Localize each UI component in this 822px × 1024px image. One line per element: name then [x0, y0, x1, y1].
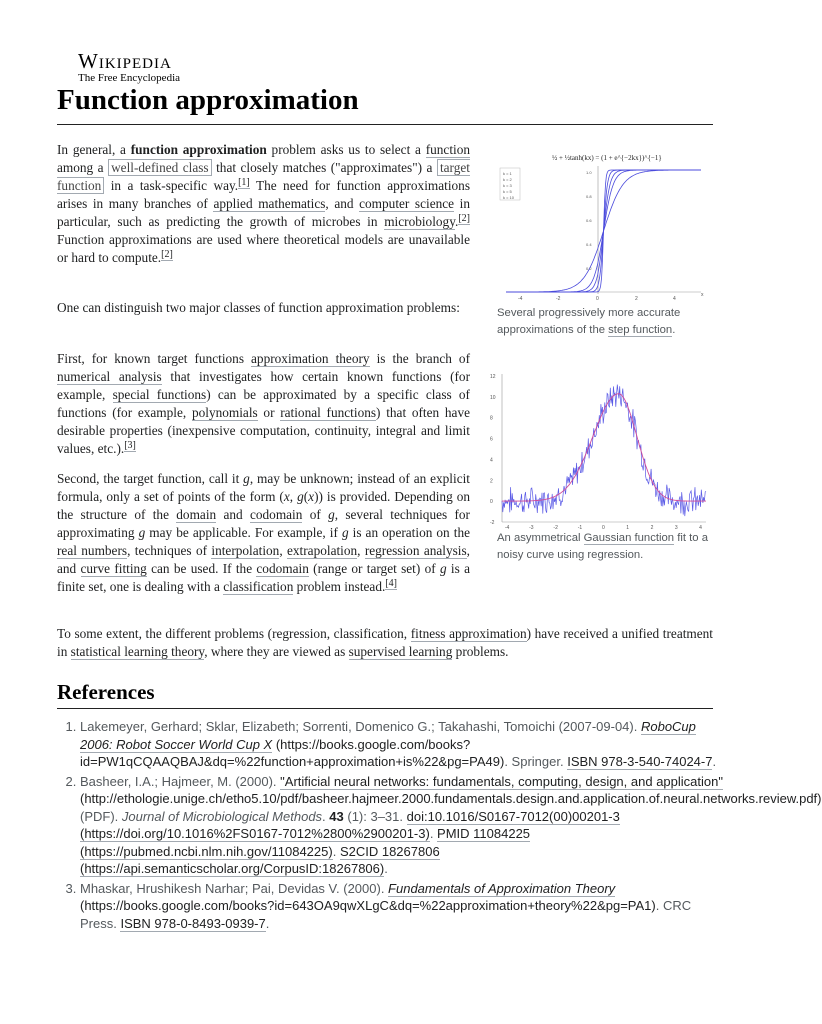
first-class-paragraph: [57, 350, 470, 458]
caption-text: fit to a noisy curve using regression.: [497, 532, 708, 561]
figure1-formula: ½ + ½tanh(kx) = (1 + e^{−2kx})^{−1}: [552, 154, 662, 162]
ref-volume: 43: [329, 808, 344, 824]
text: .: [455, 214, 459, 229]
text: The need for function approximations arises in many branches of: [57, 178, 470, 211]
x-tick: 2: [650, 525, 654, 531]
term-bold: function approximation: [130, 142, 267, 157]
text: may be applicable. For example, if: [145, 525, 342, 540]
title-divider: [57, 124, 713, 125]
caption-text: An asymmetrical: [497, 532, 584, 544]
link-codomain[interactable]: codomain: [249, 507, 303, 522]
step-function-figure[interactable]: [496, 148, 708, 302]
ref-journal: Journal of Microbiological Methods: [121, 808, 323, 824]
x-tick: 2: [635, 296, 638, 302]
link-well-defined-class[interactable]: well-defined class: [108, 159, 212, 176]
ref-publisher: . CRC Press.: [80, 898, 692, 931]
isbn-link[interactable]: ISBN: [120, 915, 151, 931]
var-g: g: [297, 489, 304, 504]
ref-punct: .: [384, 861, 388, 876]
logo-tagline: The Free Encyclopedia: [78, 72, 181, 84]
link-curve-fitting[interactable]: curve fitting: [80, 561, 147, 576]
var-x: x: [283, 489, 290, 504]
y-tick: 0.8: [586, 194, 592, 199]
text: In general, a: [57, 142, 131, 157]
text: ,: [289, 489, 298, 504]
text: Function approximations are used where theoretical models are unavailable or hard to compute.: [57, 232, 470, 265]
text: can be used. If the: [146, 561, 257, 576]
references-divider: [57, 708, 713, 709]
text: and: [216, 507, 250, 522]
text: problem asks us to select a: [266, 142, 426, 157]
ref-punct: .: [429, 826, 438, 841]
wikipedia-logo[interactable]: [78, 50, 180, 84]
figure1-y-ticks: [586, 170, 592, 271]
text: , techniques of: [127, 543, 212, 558]
text: ) have received a unified treatment in: [57, 626, 713, 659]
text: of: [302, 507, 329, 522]
text: ,: [279, 543, 287, 558]
intro-paragraph: [57, 141, 470, 267]
ref-pages: (1): 3–31.: [343, 808, 407, 824]
text: problems.: [452, 644, 509, 659]
isbn-number-link[interactable]: 978-0-8493-0939-7: [150, 915, 266, 931]
link-numerical-analysis[interactable]: numerical analysis: [57, 369, 162, 384]
gaussian-fit-figure[interactable]: [488, 370, 710, 530]
link-applied-mathematics[interactable]: applied mathematics: [213, 196, 326, 211]
y-tick: 0.4: [586, 242, 592, 247]
x-tick: 4: [699, 525, 702, 531]
link-polynomials[interactable]: polynomials: [191, 405, 258, 420]
link-function[interactable]: function: [425, 142, 471, 157]
sigmoid-curve: [506, 170, 701, 292]
ref-publisher: . Springer.: [504, 754, 568, 769]
link-rational-functions[interactable]: rational functions: [280, 405, 377, 420]
isbn-number-link[interactable]: 978-3-540-74024-7: [597, 754, 713, 769]
doi-link[interactable]: doi:10.1016/S0167-7012(00)00201-3 (https://doi.org/10.1016%2FS0167-7012%2800%2900201-3): [80, 808, 620, 841]
text: ) that often have desirable properties (inexpensive computation, continuity, integral and limit values, etc.).: [57, 405, 470, 456]
ref-title-link[interactable]: Fundamentals of Approximation Theory: [388, 880, 616, 896]
ref-punct: .: [265, 915, 270, 931]
var-g: g: [243, 471, 250, 486]
legend-item: k = 1: [503, 171, 512, 176]
citation-3[interactable]: [3]: [124, 439, 136, 451]
link-computer-science[interactable]: computer science: [359, 196, 455, 211]
y-tick: 0.2: [586, 266, 592, 271]
citation-2b[interactable]: [2]: [161, 248, 173, 260]
ref-authors: Lakemeyer, Gerhard; Sklar, Elizabeth; Sorrenti, Domenico G.; Takahashi, Tomoichi (2007-09-04).: [80, 719, 641, 734]
text: that investigates how certain known functions (for example,: [57, 369, 470, 402]
link-interpolation[interactable]: interpolation: [211, 543, 280, 558]
legend-item: k = 3: [503, 183, 512, 188]
var-g: g: [439, 561, 447, 576]
link-approximation-theory[interactable]: approximation theory: [251, 351, 370, 366]
text: , where they are viewed as: [204, 644, 349, 659]
step-function-caption: [497, 305, 712, 339]
text: To some extent, the different problems (regression, classification,: [57, 626, 411, 641]
y-tick: 4: [490, 457, 493, 464]
link-extrapolation[interactable]: extrapolation: [287, 543, 358, 558]
link-classification[interactable]: classification: [223, 579, 294, 594]
reference-item: [80, 880, 730, 933]
figure1-x-ticks: [518, 292, 704, 302]
citation-1[interactable]: [1]: [238, 176, 250, 188]
text: , and: [325, 196, 360, 211]
text: ) can be approximated by a specific class of functions (for example,: [57, 387, 470, 420]
text: is an operation on the: [348, 525, 470, 540]
y-tick: -2: [490, 520, 495, 526]
x-tick: 3: [674, 525, 678, 531]
text: problem instead.: [293, 579, 386, 594]
x-tick: 0: [602, 525, 605, 531]
link-gaussian-function[interactable]: Gaussian function: [583, 532, 675, 544]
link-microbiology[interactable]: microbiology: [384, 214, 455, 229]
link-codomain-2[interactable]: codomain: [256, 561, 309, 576]
text: Second, the target function, call it: [57, 471, 244, 486]
page-title: Function approximation: [57, 84, 359, 116]
text: , several techniques for approximating: [57, 507, 470, 540]
citation-4[interactable]: [4]: [385, 577, 397, 589]
ref-url[interactable]: (https://books.google.com/books?id=PW1qCQAAQBAJ&dq=%22function+approximation+is%22&pg=PA49): [80, 736, 505, 769]
classes-paragraph: One can distinguish two major classes of function approximation problems:: [57, 300, 460, 315]
text: First, for known target functions: [57, 351, 252, 366]
y-tick: 1.0: [586, 170, 592, 175]
legend-item: k = 10: [503, 195, 515, 200]
var-x: x: [308, 489, 315, 504]
link-fitness-approximation[interactable]: fitness approximation: [410, 626, 527, 641]
ref-punct: .: [332, 843, 340, 859]
gaussian-fit-caption: [497, 530, 712, 564]
link-regression-analysis[interactable]: regression analysis: [364, 543, 467, 558]
text: that closely matches ("approximates") a: [211, 160, 437, 175]
y-tick: 12: [490, 374, 496, 380]
var-g: g: [328, 507, 335, 522]
y-tick: 10: [490, 394, 496, 401]
link-step-function[interactable]: step function: [608, 324, 673, 336]
text: (range or target set) of: [308, 561, 440, 576]
y-tick: 2: [490, 478, 493, 485]
unified-treatment-paragraph: [57, 625, 713, 661]
text: in particular, such as predicting the growth of microbes in: [57, 196, 470, 229]
text: (: [303, 489, 309, 504]
text: , and: [57, 543, 470, 576]
text: )) is provided. Depending on the structure of the: [57, 489, 470, 522]
x-tick: -3: [529, 525, 534, 531]
ref-title-link[interactable]: "Artificial neural networks: fundamentals, computing, design, and application": [280, 773, 723, 789]
isbn-link[interactable]: ISBN: [567, 754, 598, 769]
citation-2[interactable]: [2]: [458, 212, 470, 224]
text: ,: [357, 543, 365, 558]
x-tick: -1: [577, 525, 583, 531]
ref-authors: Mhaskar, Hrushikesh Narhar; Pai, Devidas V. (2000).: [80, 880, 389, 896]
var-g: g: [341, 525, 349, 540]
caption-text: Several progressively more accurate approximations of the: [497, 307, 681, 336]
x-tick: 1: [626, 525, 630, 531]
x-tick: -2: [556, 296, 561, 302]
ref-url[interactable]: (https://books.google.com/books?id=643OA9qwXLgC&dq=%22approximation+theory%22&pg=PA1): [80, 898, 656, 913]
ref-url[interactable]: (http://ethologie.unige.ch/etho5.10/pdf/basheer.hajmeer.2000.fundamentals.design.and.application.of.neural.networks.review.pdf): [80, 791, 822, 806]
var-g: g: [138, 525, 146, 540]
logo-wordmark: Wikipedia: [78, 49, 172, 73]
ref-format: (PDF).: [80, 808, 122, 824]
text: is the branch of: [369, 351, 470, 366]
text: is a finite set, one is dealing with a: [57, 561, 470, 594]
y-tick: 0: [490, 499, 493, 506]
ref-title-link[interactable]: RoboCup 2006: Robot Soccer World Cup X: [80, 719, 696, 752]
ref-punct: .: [712, 754, 717, 769]
x-tick: -4: [504, 525, 510, 531]
y-tick: 6: [490, 436, 493, 443]
x-tick: 0: [596, 296, 599, 302]
second-class-paragraph: [57, 470, 470, 596]
y-tick: 0.6: [586, 218, 592, 223]
legend-item: k = 2: [503, 177, 512, 182]
text: , may be unknown; instead of an explicit formula, only a set of points of the form (: [57, 471, 470, 504]
x-tick: -2: [553, 525, 558, 531]
references-list: [58, 718, 822, 934]
legend-item: k = 5: [503, 189, 512, 194]
link-supervised-learning[interactable]: supervised learning: [348, 644, 453, 659]
link-statistical-learning-theory[interactable]: statistical learning theory: [70, 644, 205, 659]
text: or: [257, 405, 281, 420]
link-target-function[interactable]: target function: [57, 160, 470, 193]
reference-item: [80, 718, 730, 771]
figure1-curves: [506, 170, 701, 292]
s2cid-link[interactable]: S2CID 18267806 (https://api.semanticscholar.org/CorpusID:18267806): [80, 843, 440, 876]
link-domain[interactable]: domain: [176, 507, 217, 522]
reference-item: [80, 773, 822, 878]
text: among a: [57, 160, 109, 175]
link-special-functions[interactable]: special functions: [112, 387, 207, 402]
pmid-link[interactable]: PMID 11084225 (https://pubmed.ncbi.nlm.nih.gov/11084225): [80, 826, 531, 859]
noisy-data-line: [502, 385, 706, 517]
figure1-legend: [500, 168, 520, 200]
link-real-numbers[interactable]: real numbers: [57, 543, 128, 558]
gaussian-fit-line: [502, 394, 706, 501]
x-axis-label: x: [701, 292, 704, 298]
text: in a task-specific way.: [104, 178, 239, 193]
ref-punct: .: [322, 808, 330, 824]
references-heading: References: [57, 680, 155, 704]
x-tick: 4: [673, 296, 676, 302]
figure2-y-ticks: [490, 374, 496, 526]
ref-authors: Basheer, I.A.; Hajmeer, M. (2000).: [80, 773, 281, 789]
caption-text: .: [672, 324, 676, 336]
x-tick: -4: [518, 296, 523, 302]
y-tick: 8: [490, 415, 493, 422]
